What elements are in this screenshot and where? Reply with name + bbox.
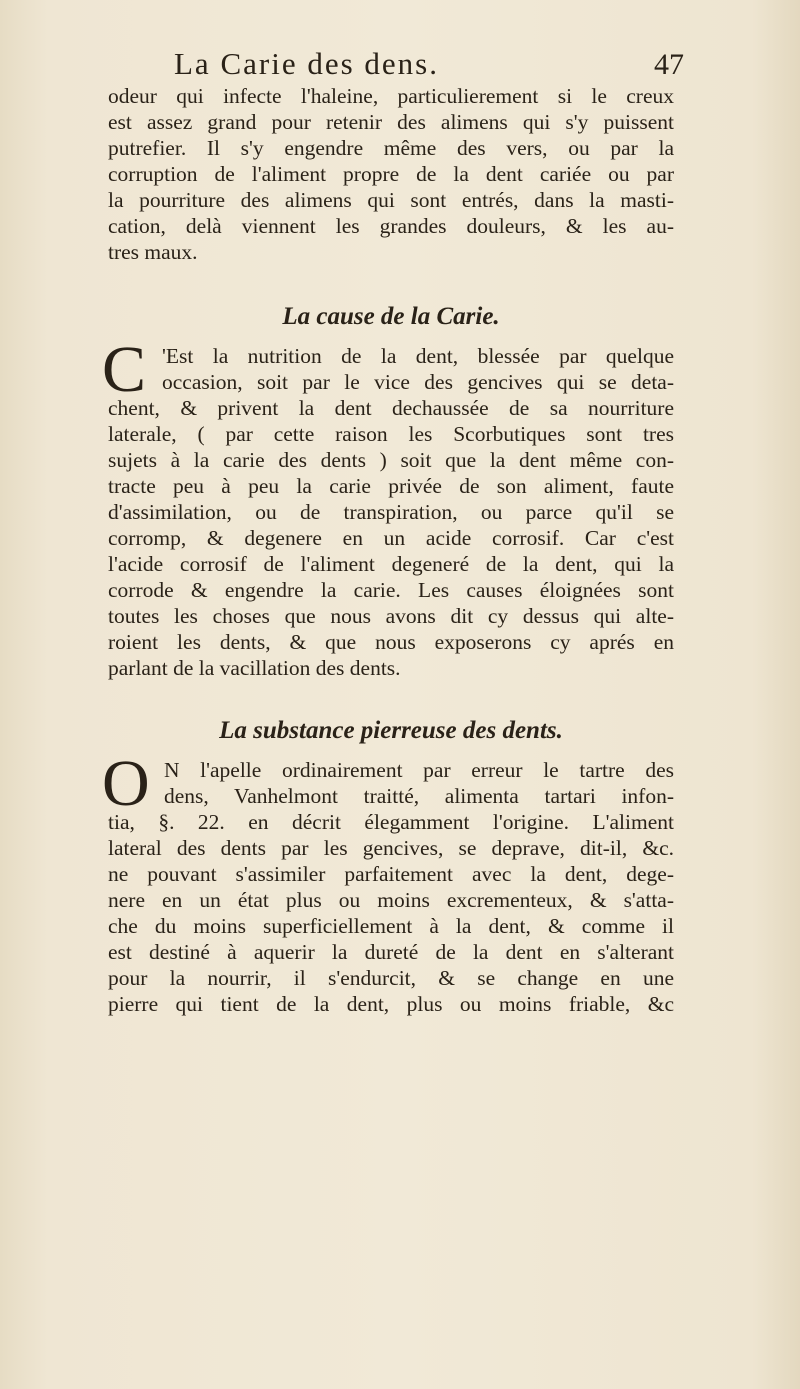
text-line: odeur qui infecte l'haleine, particulierement si le creux	[108, 84, 674, 108]
text-line: nere en un état plus ou moins excrementeux, & s'atta-	[108, 888, 674, 912]
text-line: N l'apelle ordinairement par erreur le tartre des	[164, 758, 674, 782]
page-number: 47	[654, 48, 684, 81]
text-line: pour la nourrir, il s'endurcit, & se change en une	[108, 966, 674, 990]
drop-cap: O	[102, 747, 150, 820]
text-line: dens, Vanhelmont traitté, alimenta tartari infon-	[164, 784, 674, 808]
drop-cap: C	[102, 333, 147, 406]
text-line: l'acide corrosif de l'aliment degeneré de la dent, qui la	[108, 552, 674, 576]
text-line: corruption de l'aliment propre de la dent cariée ou par	[108, 162, 674, 186]
text-line: ne pouvant s'assimiler parfaitement avec la dent, dege-	[108, 862, 674, 886]
text-line: d'assimilation, ou de transpiration, ou parce qu'il se	[108, 500, 674, 524]
text-line: lateral des dents par les gencives, se deprave, dit-il, &c.	[108, 836, 674, 860]
running-head: La Carie des dens.	[174, 46, 439, 81]
section-heading-cause: La cause de la Carie.	[282, 303, 500, 330]
text-line: laterale, ( par cette raison les Scorbutiques sont tres	[108, 422, 674, 446]
text-line: pierre qui tient de la dent, plus ou moins friable, &c	[108, 992, 674, 1016]
section-heading-substance: La substance pierreuse des dents.	[219, 717, 563, 744]
text-line: che du moins superficiellement à la dent, & comme il	[108, 914, 674, 938]
text-line: cation, delà viennent les grandes douleurs, & les au-	[108, 214, 674, 238]
intro-paragraph	[108, 83, 674, 265]
text-line: toutes les choses que nous avons dit cy dessus qui alte-	[108, 604, 674, 628]
text-line: tia, §. 22. en décrit élegamment l'origine. L'aliment	[108, 810, 674, 834]
text-line: tres maux.	[108, 240, 198, 264]
text-line: parlant de la vacillation des dents.	[108, 656, 401, 680]
text-line: corromp, & degenere en un acide corrosif. Car c'est	[108, 526, 674, 550]
text-line: 'Est la nutrition de la dent, blessée par quelque	[162, 344, 674, 368]
text-line: putrefier. Il s'y engendre même des vers, ou par la	[108, 136, 674, 160]
page-header	[110, 46, 690, 86]
text-line: est destiné à aquerir la dureté de la dent en s'alterant	[108, 940, 674, 964]
text-line: corrode & engendre la carie. Les causes éloignées sont	[108, 578, 674, 602]
text-line: chent, & privent la dent dechaussée de sa nourriture	[108, 396, 674, 420]
text-line: est assez grand pour retenir des alimens qui s'y puissent	[108, 110, 674, 134]
text-line: occasion, soit par le vice des gencives qui se deta-	[162, 370, 674, 394]
text-line: la pourriture des alimens qui sont entrés, dans la masti-	[108, 188, 674, 212]
substance-paragraph	[102, 747, 674, 1017]
page-body	[102, 83, 674, 1017]
cause-paragraph	[102, 333, 674, 681]
text-line: roient les dents, & que nous exposerons cy aprés en	[108, 630, 674, 654]
text-line: sujets à la carie des dents ) soit que la dent même con-	[108, 448, 674, 472]
text-line: tracte peu à peu la carie privée de son aliment, faute	[108, 474, 674, 498]
